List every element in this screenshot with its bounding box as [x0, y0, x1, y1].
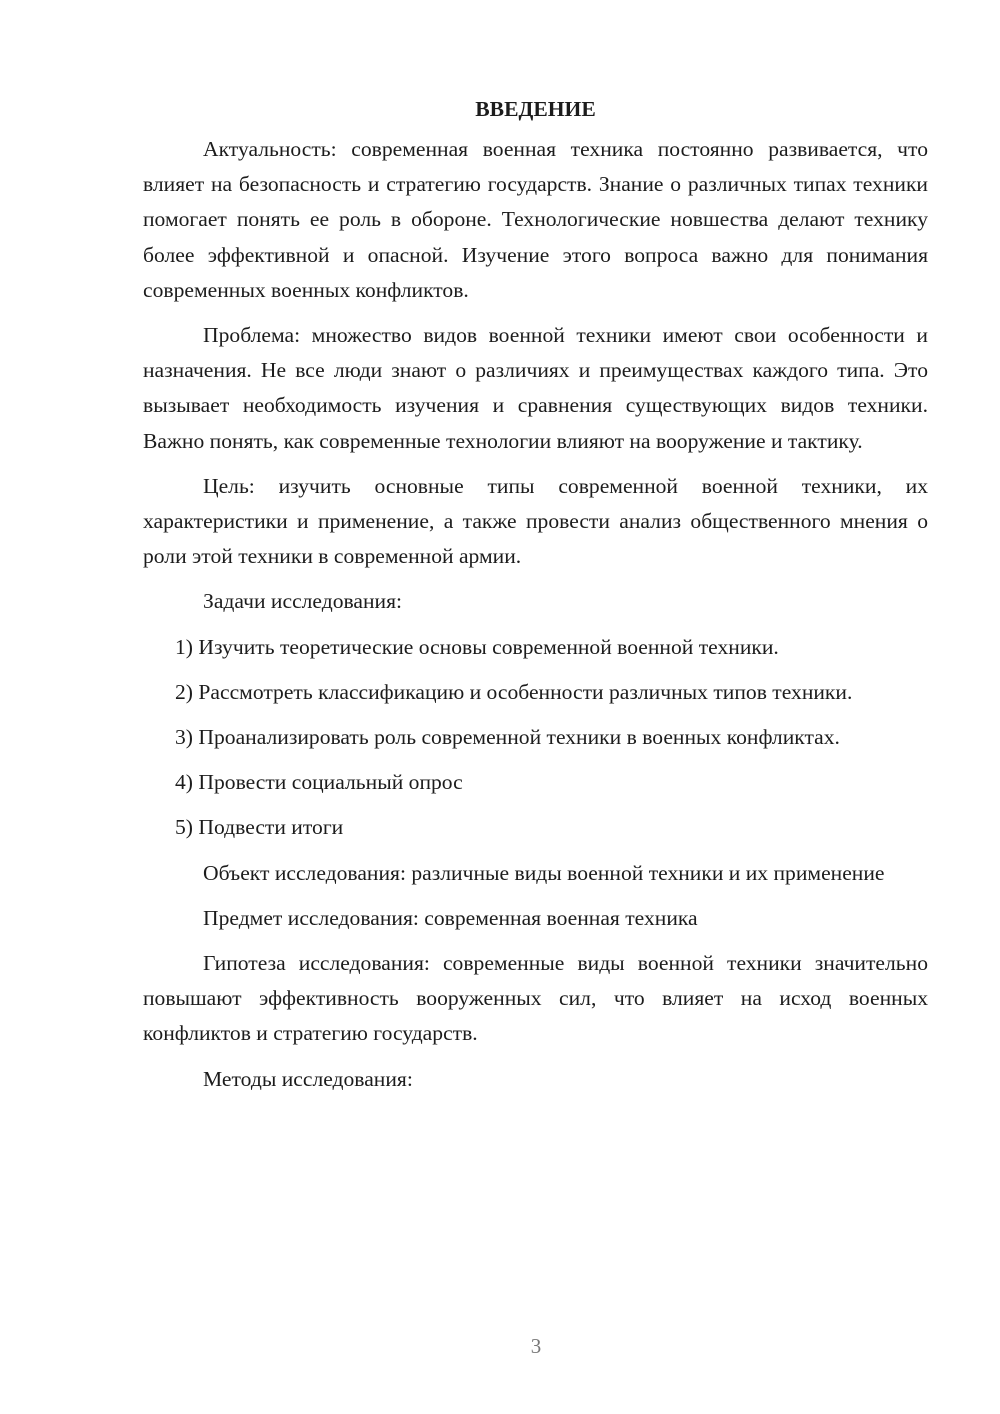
paragraph-hypothesis: Гипотеза исследования: современные виды военной техники значительно повышают эффективность вооруженных сил, что влияет на исход военных конфликтов и стратегию государств. — [143, 951, 928, 1046]
list-item-task-2: 2) Рассмотреть классификацию и особенности различных типов техники. — [175, 679, 853, 704]
paragraph-object: Объект исследования: различные виды военной техники и их применение — [203, 860, 885, 885]
list-item-task-3: 3) Проанализировать роль современной техники в военных конфликтах. — [175, 725, 840, 750]
page-content — [143, 92, 928, 1097]
paragraph-methods: Методы исследования: — [203, 1066, 413, 1091]
paragraph-tasks-heading: Задачи исследования: — [203, 589, 403, 614]
list-item-task-5: 5) Подвести итоги — [175, 815, 344, 840]
paragraph-relevance: Актуальность: современная военная техника постоянно развивается, что влияет на безопасность и стратегию государств. Знание о различных типах техники помогает понять ее роль в обороне. Технологические новшества делают технику более эффективной и опасной. Изучение этого вопроса важно для понимания современных военных конфликтов. — [143, 137, 928, 302]
page-title: ВВЕДЕНИЕ — [475, 97, 596, 121]
paragraph-problem: Проблема: множество видов военной техники имеют свои особенности и назначения. Не все люди знают о различиях и преимуществах каждого типа. Это вызывает необходимость изучения и сравнения существующих видов техники. Важно понять, как современные технологии влияют на вооружение и тактику. — [143, 323, 928, 453]
paragraph-goal: Цель: изучить основные типы современной военной техники, их характеристики и применение, а также провести анализ общественного мнения о роли этой техники в современной армии. — [143, 473, 928, 569]
paragraph-subject: Предмет исследования: современная военная техника — [203, 905, 698, 930]
list-item-task-4: 4) Провести социальный опрос — [175, 770, 463, 795]
list-item-task-1: 1) Изучить теоретические основы современной военной техники. — [175, 634, 779, 659]
page-number: 3 — [530, 1334, 542, 1358]
